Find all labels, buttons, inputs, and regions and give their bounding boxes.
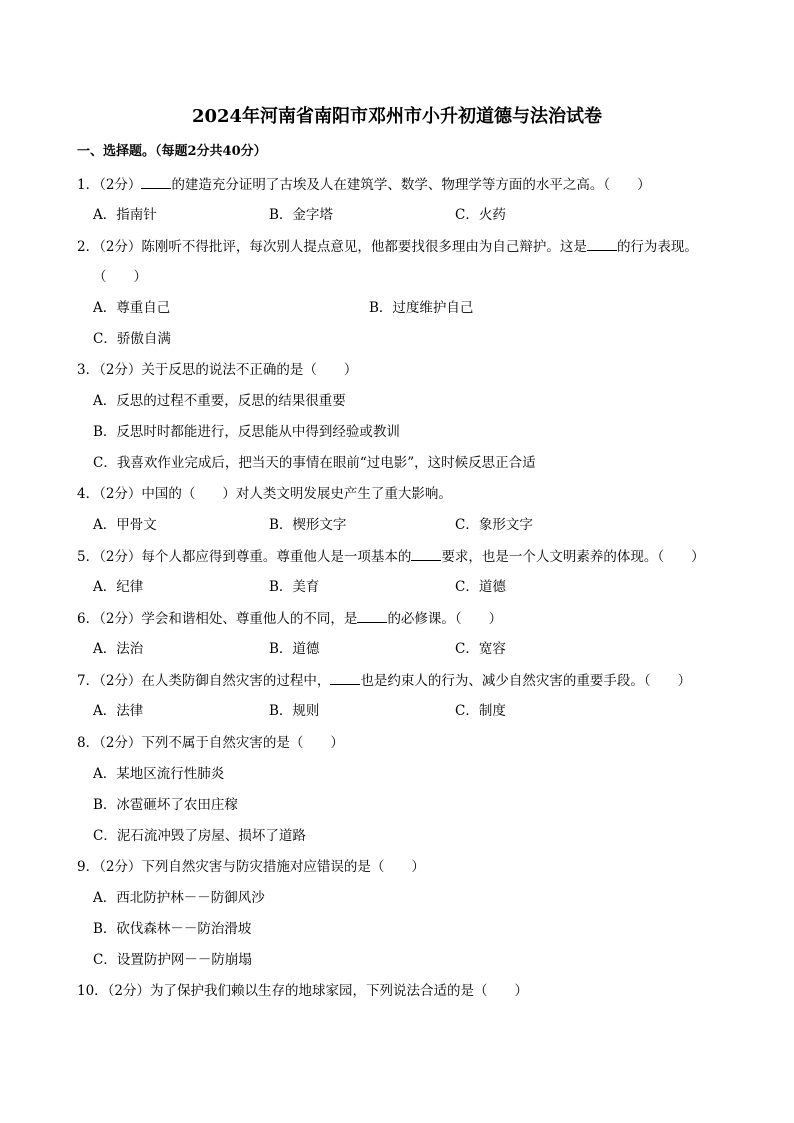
question-5 <box>77 546 705 567</box>
option-a: A．尊重自己 <box>93 300 171 316</box>
option-a: A．反思的过程不重要，反思的结果很重要 <box>93 393 346 409</box>
option-a: A．法治 <box>93 641 144 657</box>
question-7-stem: 7．（2分）在人类防御自然灾害的过程中， <box>77 673 331 689</box>
option-a: A．西北防护林－－防御风沙 <box>93 890 265 906</box>
option-b: B．砍伐森林－－防治滑坡 <box>93 921 252 937</box>
question-7-stem-end: 也是约束人的行为、减少自然灾害的重要手段。（ ） <box>360 673 692 689</box>
answer-blank <box>587 236 617 251</box>
option-c: C．宽容 <box>455 641 506 657</box>
option-c: C．道德 <box>455 579 506 595</box>
answer-blank <box>330 670 360 685</box>
question-7 <box>77 670 691 691</box>
option-b: B．规则 <box>269 703 320 719</box>
option-c: C．泥石流冲毁了房屋、损坏了道路 <box>93 828 306 844</box>
option-a: A．法律 <box>93 703 144 719</box>
question-8: 8．（2分）下列不属于自然灾害的是（ ） <box>77 735 344 751</box>
page-title: 2024年河南省南阳市邓州市小升初道德与法治试卷 <box>191 106 603 127</box>
question-2-stem: 2．（2分）陈刚听不得批评，每次别人提点意见，他都要找很多理由为自己辩护。这是 <box>77 239 587 255</box>
answer-blank <box>357 608 387 623</box>
question-10: 10．（2分）为了保护我们赖以生存的地球家园，下列说法合适的是（ ） <box>77 983 529 999</box>
question-9: 9．（2分）下列自然灾害与防灾措施对应错误的是（ ） <box>77 859 425 875</box>
option-b: B．美育 <box>269 579 320 595</box>
option-a: A．指南针 <box>93 207 157 223</box>
option-b: B．反思时时都能进行，反思能从中得到经验或教训 <box>93 424 400 440</box>
option-a: A．甲骨文 <box>93 517 157 533</box>
option-b: B．过度维护自己 <box>369 300 474 316</box>
question-5-stem: 5．（2分）每个人都应得到尊重。尊重他人是一项基本的 <box>77 549 412 565</box>
option-c: C．火药 <box>455 207 506 223</box>
question-2-stem-end: 的行为表现。 <box>616 239 698 255</box>
question-3: 3．（2分）关于反思的说法不正确的是（ ） <box>77 362 358 378</box>
question-1-number: 1．（2分） <box>77 177 142 193</box>
option-c: C．制度 <box>455 703 506 719</box>
option-a: A．某地区流行性肺炎 <box>93 766 225 782</box>
option-b: B．金字塔 <box>269 207 333 223</box>
option-b: B．冰雹砸坏了农田庄稼 <box>93 797 238 813</box>
question-5-stem-end: 要求，也是一个人文明素养的体现。（ ） <box>441 549 705 565</box>
question-6-stem-end: 的必修课。（ ） <box>387 611 503 627</box>
option-b: B．道德 <box>269 641 320 657</box>
question-2-paren: （ ） <box>93 269 147 285</box>
question-1 <box>77 174 651 195</box>
option-c: C．我喜欢作业完成后，把当天的事情在眼前“过电影”，这时候反思正合适 <box>93 455 536 471</box>
question-4: 4．（2分）中国的（ ）对人类文明发展史产生了重大影响。 <box>77 486 452 502</box>
answer-blank <box>141 174 171 189</box>
question-1-stem: 的建造充分证明了古埃及人在建筑学、数学、物理学等方面的水平之高。（ ） <box>171 177 651 193</box>
question-2 <box>77 236 698 257</box>
answer-blank <box>411 546 441 561</box>
option-c: C．象形文字 <box>455 517 533 533</box>
option-c: C．设置防护网－－防崩塌 <box>93 952 252 968</box>
option-b: B．楔形文字 <box>269 517 347 533</box>
option-a: A．纪律 <box>93 579 144 595</box>
option-c: C．骄傲自满 <box>93 331 171 347</box>
question-6-stem: 6．（2分）学会和谐相处、尊重他人的不同，是 <box>77 611 358 627</box>
question-6 <box>77 608 502 629</box>
section-heading: 一、选择题。（每题2分共40分） <box>77 144 267 159</box>
